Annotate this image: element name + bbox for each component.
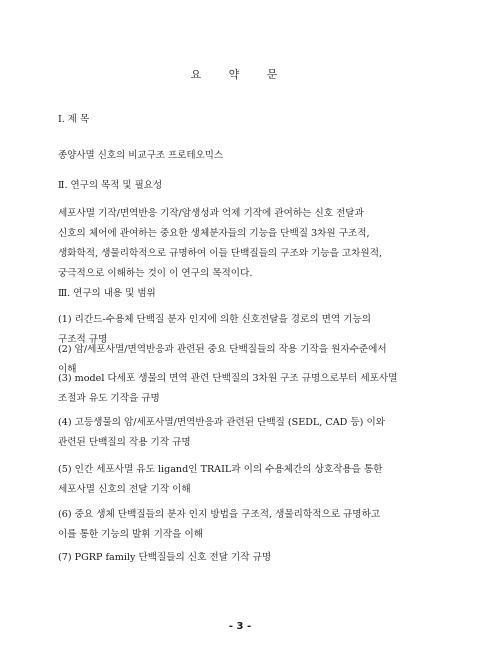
list-item-line: (7) PGRP family 단백질들의 신호 전달 기작 규명 [58, 552, 272, 563]
list-item-7 [58, 548, 271, 568]
section-1-heading: Ⅰ. 제 목 [58, 114, 90, 125]
list-item-5 [58, 460, 383, 500]
list-item-3 [58, 369, 397, 409]
section-2-heading: Ⅱ. 연구의 목적 및 필요성 [58, 180, 163, 191]
section-1-text: 종양사멸 신호의 비교구조 프로테오믹스 [58, 150, 224, 161]
paragraph-line: 생화학적, 생물리학적으로 규명하여 이들 단백질들의 구조와 기능을 고차원적, [58, 248, 383, 259]
list-item-line: 구조적 규명 [58, 334, 108, 345]
list-item-line: (3) model 다세포 생물의 면역 관련 단백질의 3차원 구조 규명으로부터 세포사멸 [58, 373, 398, 384]
list-item-line: 이해 [58, 364, 77, 375]
list-item-6 [58, 505, 380, 545]
page-number: - 3 - [228, 621, 252, 632]
list-item-line: (1) 리간드-수용체 단백질 분자 인지에 의한 신호전달을 경로의 면역 기능의 [58, 314, 372, 325]
list-item-line: 이를 통한 기능의 발휘 기작을 이해 [58, 529, 203, 540]
list-item-4 [58, 413, 385, 453]
list-item-line: (4) 고등생물의 암/세포사멸/면역반응과 관련된 단백질 (SEDL, CAD 등) 이와 [58, 417, 386, 428]
section-2-paragraph [58, 204, 382, 284]
list-item-line: 조절과 유도 기작을 규명 [58, 393, 160, 404]
page-title: 요 약 문 [190, 68, 290, 81]
list-item-line: (2) 암/세포사멸/면역반응과 관련된 중요 단백질들의 작용 기작을 원자수준에서 [58, 344, 387, 355]
list-item-line: (5) 인간 세포사멸 유도 ligand인 TRAIL과 이의 수용체간의 상호작용을 통한 [58, 464, 383, 475]
list-item-line: 관련된 단백질의 작용 기작 규명 [58, 437, 191, 448]
paragraph-line: 신호의 체어에 관여하는 중요한 생체분자들의 기능을 단백질 3차원 구조적, [58, 228, 370, 239]
list-item-line: (6) 중요 생체 단백질들의 분자 인지 방법을 구조적, 생물리학적으로 규명하고 [58, 509, 381, 520]
list-item-line: 세포사멸 신호의 전달 기작 이해 [58, 484, 191, 495]
paragraph-line: 궁극적으로 이해하는 것이 이 연구의 목적이다. [58, 268, 253, 279]
paragraph-line: 세포사멸 기작/면역반응 기작/암생성과 억제 기작에 관여하는 신호 전달과 [58, 208, 364, 219]
section-3-heading: Ⅲ. 연구의 내용 및 범위 [58, 288, 156, 299]
